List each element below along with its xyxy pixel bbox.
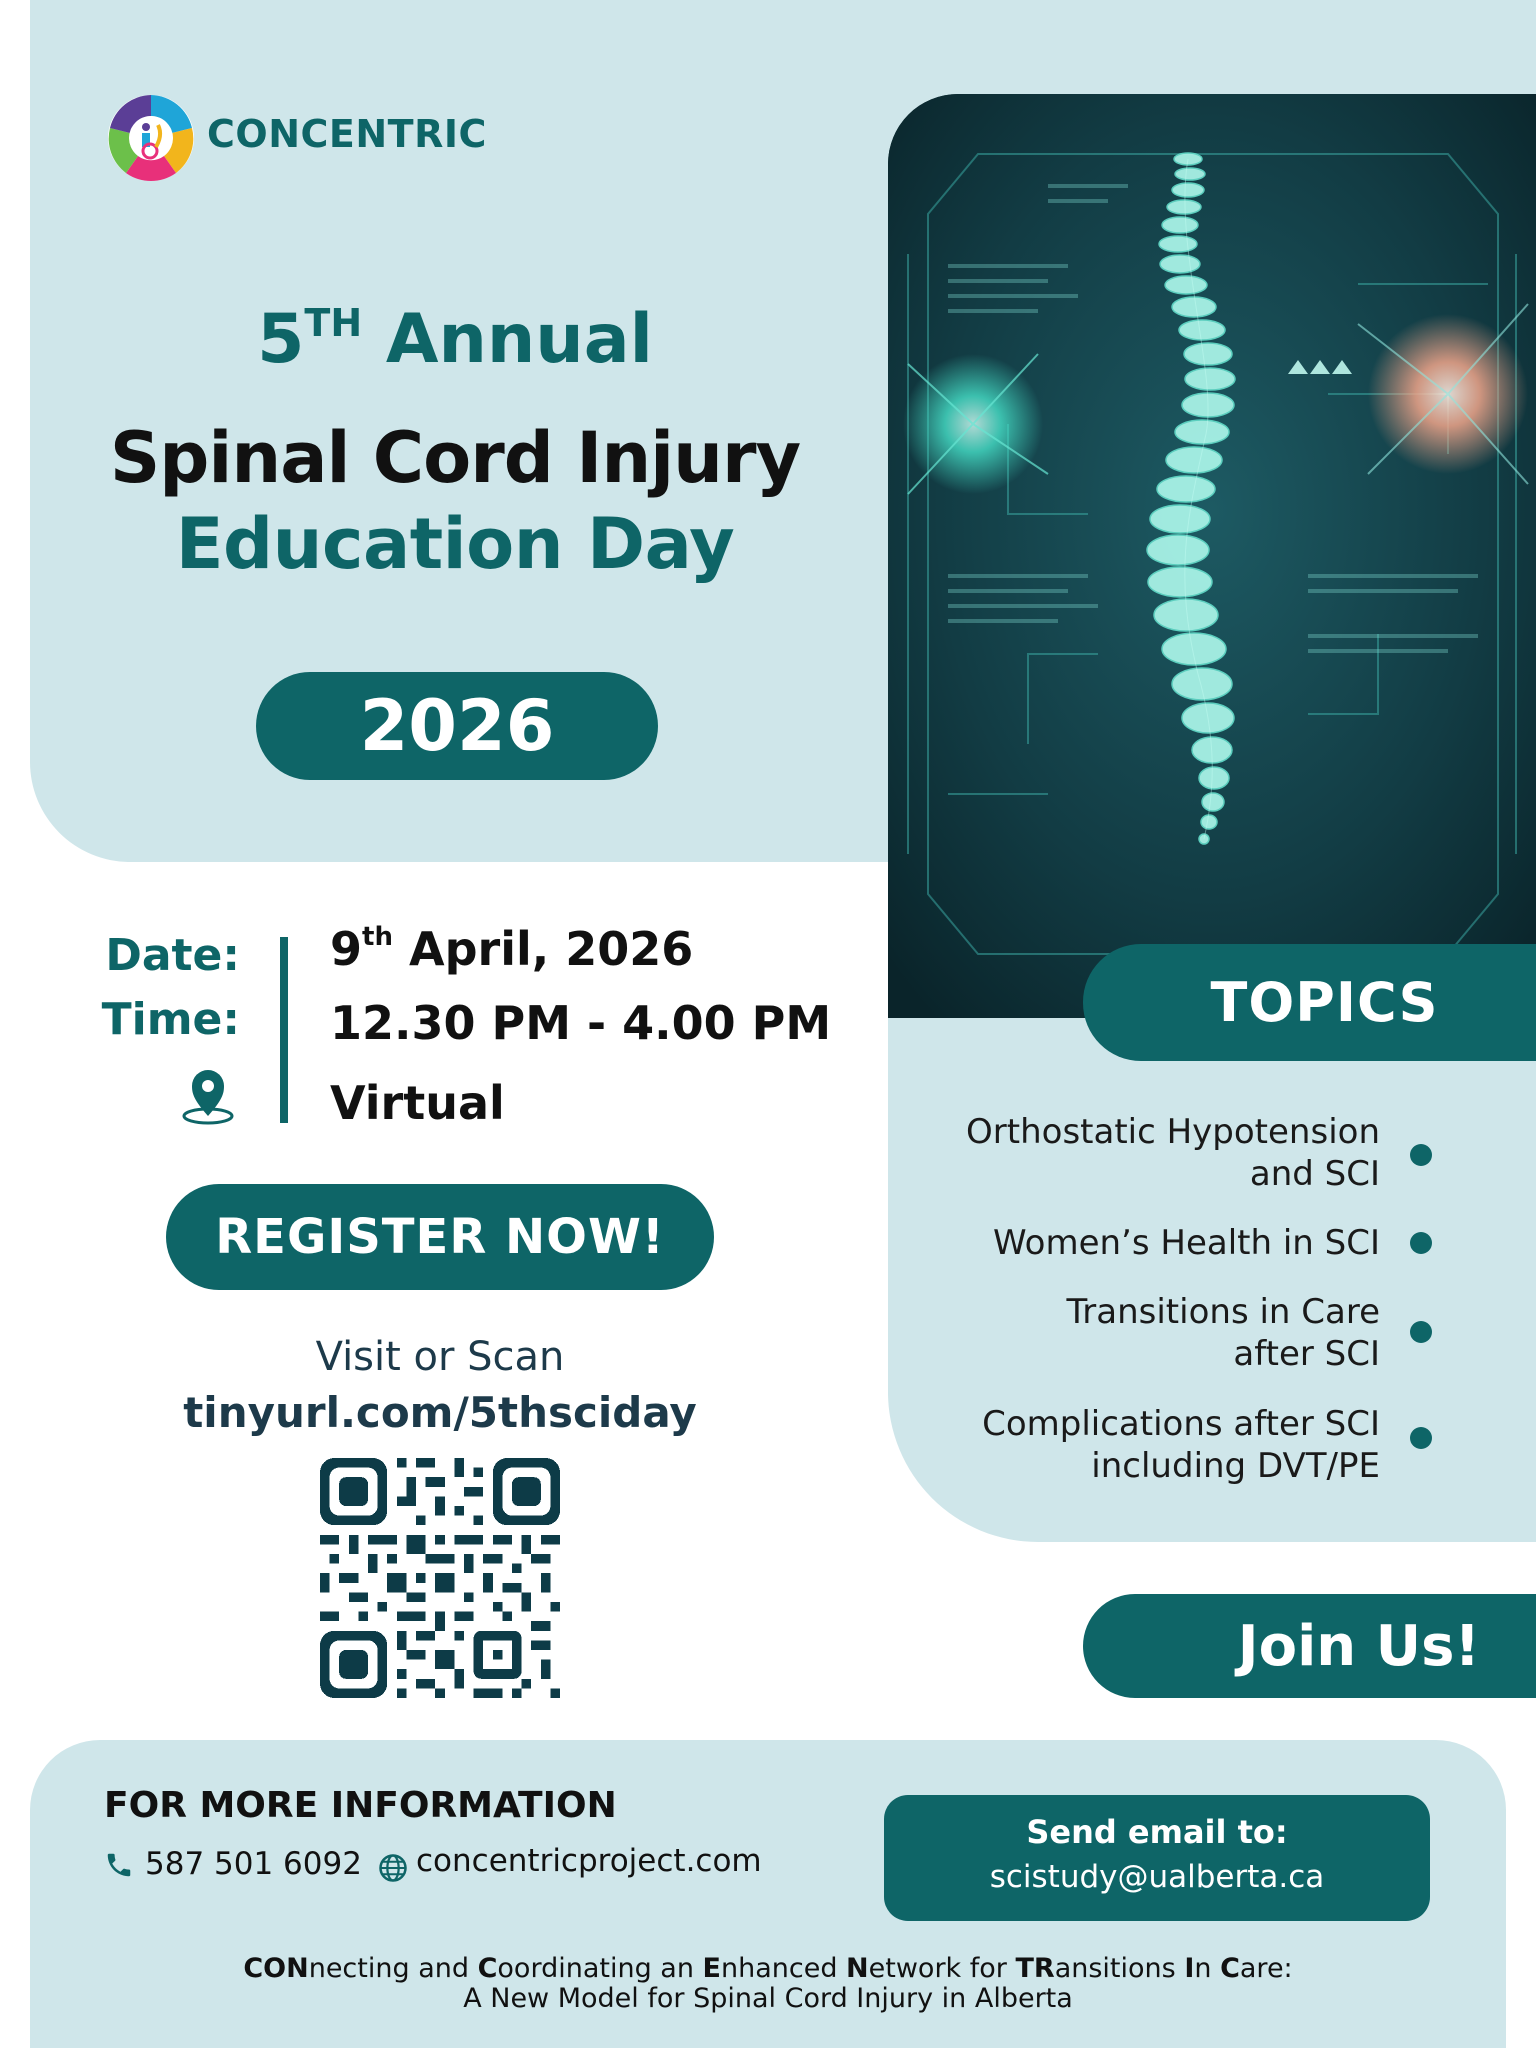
event-title-line1: Spinal Cord Injury [109, 417, 801, 499]
location-pin-icon [180, 1068, 236, 1126]
topic-item [966, 1111, 1380, 1195]
globe-icon [378, 1853, 408, 1883]
topic-item [1067, 1291, 1380, 1375]
spine-illustration [888, 94, 1536, 1018]
tagline-acronym-letter: N [846, 1953, 869, 1984]
time-label: Time: [101, 994, 240, 1045]
tagline-acronym-letter: I [1184, 1953, 1195, 1984]
topics-heading: TOPICS [1083, 944, 1536, 1061]
website-link[interactable]: concentricproject.com [416, 1843, 762, 1879]
email-address[interactable]: scistudy@ualberta.ca [989, 1859, 1325, 1895]
bullet-dot-icon [1410, 1144, 1432, 1166]
topic-line: Women’s Health in SCI [993, 1223, 1380, 1263]
tagline-text: oordinating an [497, 1953, 703, 1984]
qr-code-icon[interactable] [320, 1458, 560, 1698]
topic-line: Complications after SCI [982, 1404, 1380, 1444]
bullet-dot-icon [1410, 1427, 1432, 1449]
registration-link[interactable]: tinyurl.com/5thsciday [183, 1388, 697, 1437]
topic-line: Orthostatic Hypotension [966, 1112, 1380, 1152]
topic-line: and SCI [1249, 1154, 1380, 1194]
tagline-text: necting and [308, 1953, 478, 1984]
time-value: 12.30 PM - 4.00 PM [330, 996, 832, 1050]
email-label: Send email to: [1026, 1813, 1288, 1851]
year-badge: 2026 [256, 672, 658, 780]
tagline-text: n [1194, 1953, 1221, 1984]
annual-ordinal: TH [304, 301, 363, 345]
email-contact-box[interactable] [884, 1795, 1430, 1921]
date-day: 9 [330, 922, 363, 976]
tagline-acronym-letter: TR [1015, 1953, 1055, 1984]
tagline-text: nhanced [720, 1953, 847, 1984]
tagline-text: etwork for [868, 1953, 1016, 1984]
tagline-acronym-letter: E [702, 1953, 721, 1984]
brand-name: CONCENTRIC [207, 112, 487, 156]
tagline-acronym-letter: CON [243, 1953, 309, 1984]
topic-item [982, 1403, 1380, 1487]
phone-number[interactable]: 587 501 6092 [145, 1846, 362, 1882]
visit-or-scan-text: Visit or Scan [315, 1334, 565, 1380]
topic-line: Transitions in Care [1066, 1292, 1380, 1332]
annual-heading [30, 300, 880, 379]
tagline-acronym-letter: C [1220, 1953, 1240, 1984]
topic-line: after SCI [1233, 1334, 1380, 1374]
tagline-text: are: [1239, 1953, 1293, 1984]
tagline-text: ansitions [1054, 1953, 1185, 1984]
more-info-heading: FOR MORE INFORMATION [104, 1785, 617, 1826]
annual-word: Annual [385, 300, 653, 379]
location-value: Virtual [330, 1076, 505, 1130]
bullet-dot-icon [1410, 1321, 1432, 1343]
date-rest: April, 2026 [408, 922, 694, 976]
details-divider [280, 937, 288, 1123]
date-value [330, 922, 693, 976]
join-us-banner: Join Us! [1083, 1594, 1536, 1698]
date-label: Date: [105, 930, 240, 981]
project-tagline-line1 [30, 1953, 1506, 1984]
event-title-line2: Education Day [175, 503, 735, 585]
spine-artwork [888, 94, 1536, 1018]
project-tagline-line2: A New Model for Spinal Cord Injury in Alberta [463, 1983, 1073, 2014]
date-ordinal: th [362, 922, 393, 952]
phone-icon [104, 1850, 134, 1880]
topic-item [993, 1222, 1380, 1264]
concentric-logo-icon [106, 93, 196, 183]
annual-number: 5 [257, 300, 305, 379]
tagline-acronym-letter: C [477, 1953, 498, 1984]
bullet-dot-icon [1410, 1232, 1432, 1254]
register-now-button[interactable]: REGISTER NOW! [166, 1184, 714, 1290]
topic-line: including DVT/PE [1091, 1446, 1380, 1486]
